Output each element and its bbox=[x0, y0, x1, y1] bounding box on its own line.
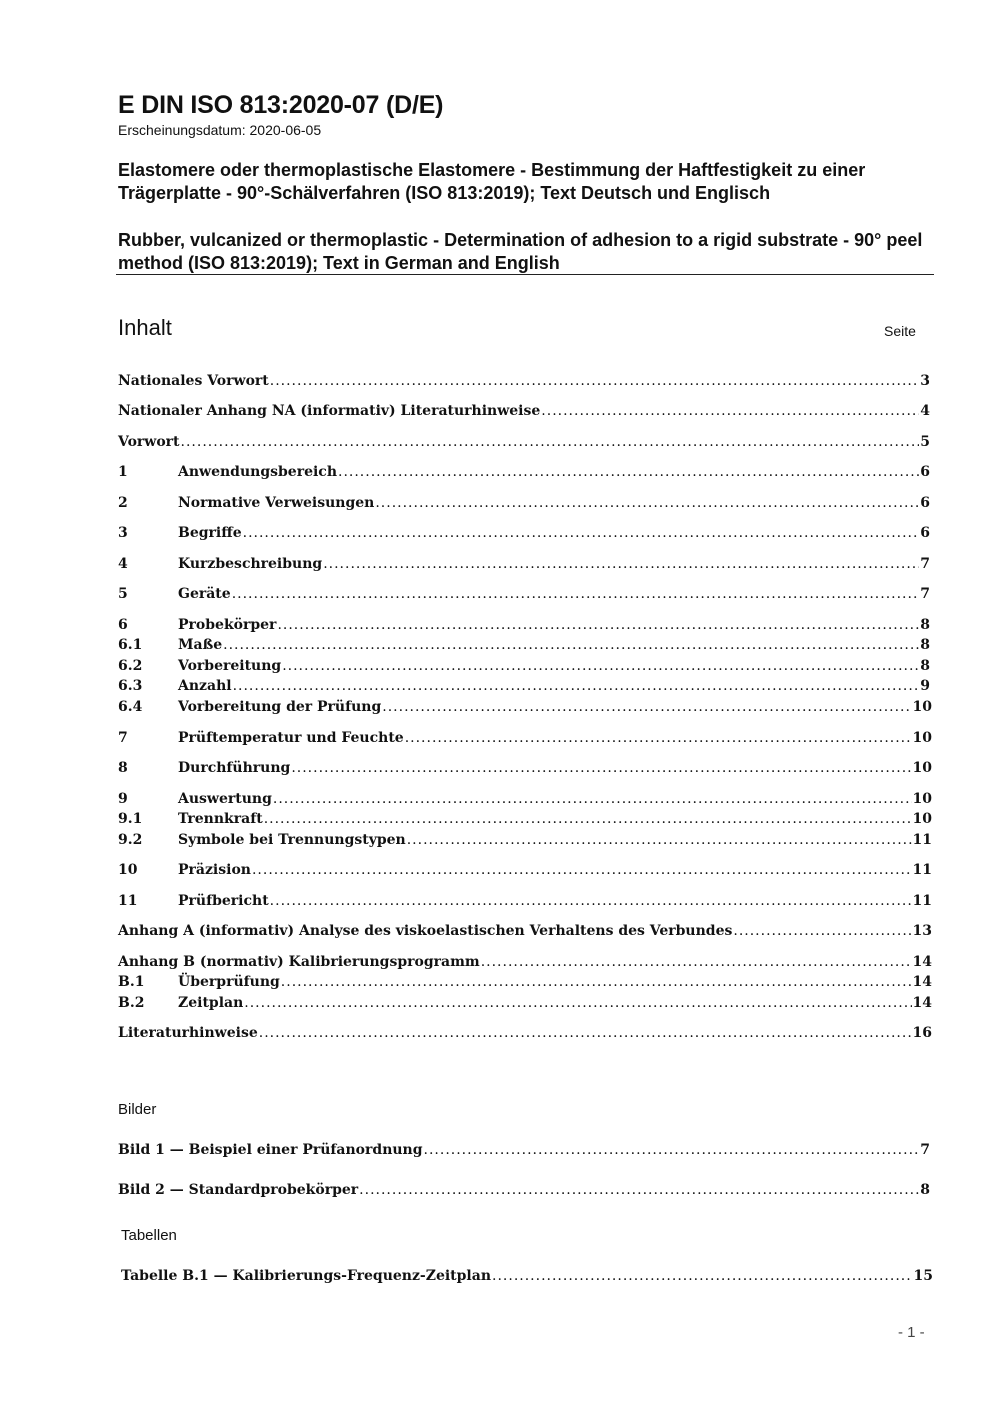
toc-entry-page: 10 bbox=[912, 730, 932, 746]
toc-entry-page: 6 bbox=[920, 495, 930, 511]
toc-entry-number: 6 bbox=[118, 617, 128, 633]
title-english: Rubber, vulcanized or thermoplastic - Determination of adhesion to a rigid substrate - 90° peel method (ISO 813:2019); Text in German and English bbox=[118, 230, 923, 273]
toc-entry-number: 8 bbox=[118, 760, 128, 776]
header-divider bbox=[116, 274, 934, 275]
title-german: Elastomere oder thermoplastische Elastomere - Bestimmung der Haftfestigkeit zu einer Trägerplatte - 90°-Schälverfahren (ISO 813:2019); Text Deutsch und Englisch bbox=[118, 160, 866, 203]
toc-entry[interactable] bbox=[118, 729, 932, 747]
toc-entry-page: 7 bbox=[920, 586, 930, 602]
toc-entry-number: 6.3 bbox=[118, 678, 143, 694]
figure-entry-label: Bild 2 — Standardprobekörper bbox=[118, 1182, 359, 1198]
toc-entry-label: Prüftemperatur und Feuchte bbox=[178, 730, 404, 746]
toc-entry-label: Vorbereitung bbox=[178, 658, 282, 674]
toc-entry[interactable] bbox=[118, 994, 932, 1012]
toc-entry-page: 5 bbox=[920, 434, 930, 450]
toc-entry[interactable] bbox=[118, 677, 930, 695]
figure-entry[interactable] bbox=[118, 1181, 930, 1199]
toc-entry-number: 9 bbox=[118, 791, 128, 807]
toc-entry-number: 6.4 bbox=[118, 699, 143, 715]
toc-entry-label: Anhang B (normativ) Kalibrierungsprogramm bbox=[118, 954, 480, 970]
toc-entry-page: 16 bbox=[912, 1025, 932, 1041]
toc-entry-number: 2 bbox=[118, 495, 128, 511]
toc-entry-label: Kurzbeschreibung bbox=[178, 556, 323, 572]
toc-heading: Inhalt bbox=[118, 315, 172, 340]
toc-entry[interactable] bbox=[118, 831, 932, 849]
toc-entry-label: Literaturhinweise bbox=[118, 1025, 258, 1041]
toc-entry-label: Anzahl bbox=[178, 678, 232, 694]
toc-entry-page: 14 bbox=[912, 954, 932, 970]
toc-entry-page: 14 bbox=[912, 974, 932, 990]
toc-entry-number: 6.1 bbox=[118, 637, 143, 653]
toc-entry-label: Trennkraft bbox=[178, 811, 263, 827]
toc-entry-number: 4 bbox=[118, 556, 128, 572]
toc-entry-page: 9 bbox=[920, 678, 930, 694]
toc-entry-number: B.2 bbox=[118, 995, 145, 1011]
toc-entry-number: 11 bbox=[118, 893, 138, 909]
document-id: E DIN ISO 813:2020-07 (D/E) bbox=[118, 91, 444, 119]
toc-entry-page: 8 bbox=[920, 637, 930, 653]
toc-entry[interactable] bbox=[118, 759, 932, 777]
toc-entry[interactable] bbox=[118, 810, 932, 828]
toc-entry-label: Nationaler Anhang NA (informativ) Literaturhinweise bbox=[118, 403, 541, 419]
toc-entry[interactable] bbox=[118, 555, 930, 573]
toc-entry-number: 7 bbox=[118, 730, 128, 746]
toc-entry[interactable] bbox=[118, 790, 932, 808]
toc-entry-label: Probekörper bbox=[178, 617, 277, 633]
toc-entry[interactable] bbox=[118, 585, 930, 603]
toc-entry-label: Nationales Vorwort bbox=[118, 373, 269, 389]
toc-entry-number: B.1 bbox=[118, 974, 145, 990]
toc-entry[interactable] bbox=[118, 433, 930, 451]
figure-entry-page: 8 bbox=[920, 1182, 930, 1198]
toc-entry-label: Vorbereitung der Prüfung bbox=[178, 699, 382, 715]
toc-entry-page: 8 bbox=[920, 658, 930, 674]
toc-entry-label: Überprüfung bbox=[178, 974, 280, 990]
toc-entry-page: 11 bbox=[912, 893, 932, 909]
toc-entry-label: Begriffe bbox=[178, 525, 242, 541]
toc-entry-page: 8 bbox=[920, 617, 930, 633]
toc-entry-page: 6 bbox=[920, 464, 930, 480]
toc-entry[interactable] bbox=[118, 953, 932, 971]
toc-entry[interactable] bbox=[118, 616, 930, 634]
figures-heading: Bilder bbox=[118, 1101, 157, 1118]
toc-entry-page: 3 bbox=[920, 373, 930, 389]
toc-entry[interactable] bbox=[118, 524, 930, 542]
toc-entry-number: 9.2 bbox=[118, 832, 143, 848]
toc-entry-number: 6.2 bbox=[118, 658, 143, 674]
toc-entry[interactable] bbox=[118, 657, 930, 675]
toc-entry-page: 10 bbox=[912, 791, 932, 807]
toc-entry-label: Maße bbox=[178, 637, 223, 653]
toc-entry[interactable] bbox=[118, 463, 930, 481]
toc-entry-page: 14 bbox=[912, 995, 932, 1011]
toc-entry-page: 10 bbox=[912, 811, 932, 827]
toc-entry[interactable] bbox=[118, 892, 932, 910]
toc-entry[interactable] bbox=[118, 494, 930, 512]
page-number: - 1 - bbox=[898, 1324, 925, 1341]
toc-entry-page: 7 bbox=[920, 556, 930, 572]
toc-entry-number: 5 bbox=[118, 586, 128, 602]
toc-entry[interactable] bbox=[118, 922, 932, 940]
toc-entry-number: 10 bbox=[118, 862, 138, 878]
toc-entry-label: Geräte bbox=[178, 586, 231, 602]
toc-entry[interactable] bbox=[118, 973, 932, 991]
toc-entry-label: Normative Verweisungen bbox=[178, 495, 375, 511]
toc-entry-label: Anwendungsbereich bbox=[178, 464, 337, 480]
toc-entry-label: Symbole bei Trennungstypen bbox=[178, 832, 406, 848]
toc-entry-label: Präzision bbox=[178, 862, 251, 878]
toc-entry-label: Prüfbericht bbox=[178, 893, 269, 909]
release-date: Erscheinungsdatum: 2020-06-05 bbox=[118, 122, 322, 138]
toc-entry[interactable] bbox=[118, 861, 932, 879]
toc-entry[interactable] bbox=[118, 402, 930, 420]
toc-entry-page: 6 bbox=[920, 525, 930, 541]
toc-entry-label: Auswertung bbox=[178, 791, 272, 807]
toc-entry[interactable] bbox=[118, 372, 930, 390]
toc-entry-page: 11 bbox=[912, 862, 932, 878]
table-entry[interactable] bbox=[121, 1267, 933, 1285]
toc-entry-label: Anhang A (informativ) Analyse des viskoelastischen Verhaltens des Verbundes bbox=[118, 923, 733, 939]
toc-entry-label: Durchführung bbox=[178, 760, 291, 776]
toc-entry[interactable] bbox=[118, 636, 930, 654]
figure-entry-label: Bild 1 — Beispiel einer Prüfanordnung bbox=[118, 1142, 423, 1158]
toc-entry-page: 4 bbox=[920, 403, 930, 419]
tables-heading: Tabellen bbox=[121, 1227, 177, 1244]
figure-entry[interactable] bbox=[118, 1141, 930, 1159]
toc-entry-page: 13 bbox=[912, 923, 932, 939]
table-entry-label: Tabelle B.1 — Kalibrierungs-Frequenz-Zeitplan bbox=[121, 1268, 492, 1284]
toc-entry-label: Zeitplan bbox=[178, 995, 244, 1011]
toc-entry[interactable] bbox=[118, 698, 932, 716]
toc-page-label: Seite bbox=[884, 323, 916, 339]
toc-entry-page: 10 bbox=[912, 699, 932, 715]
toc-entry[interactable] bbox=[118, 1024, 932, 1042]
table-entry-page: 15 bbox=[913, 1268, 933, 1284]
toc-entry-number: 9.1 bbox=[118, 811, 143, 827]
figure-entry-page: 7 bbox=[920, 1142, 930, 1158]
toc-entry-number: 3 bbox=[118, 525, 128, 541]
toc-entry-page: 10 bbox=[912, 760, 932, 776]
toc-entry-number: 1 bbox=[118, 464, 128, 480]
toc-entry-page: 11 bbox=[912, 832, 932, 848]
toc-entry-label: Vorwort bbox=[118, 434, 180, 450]
